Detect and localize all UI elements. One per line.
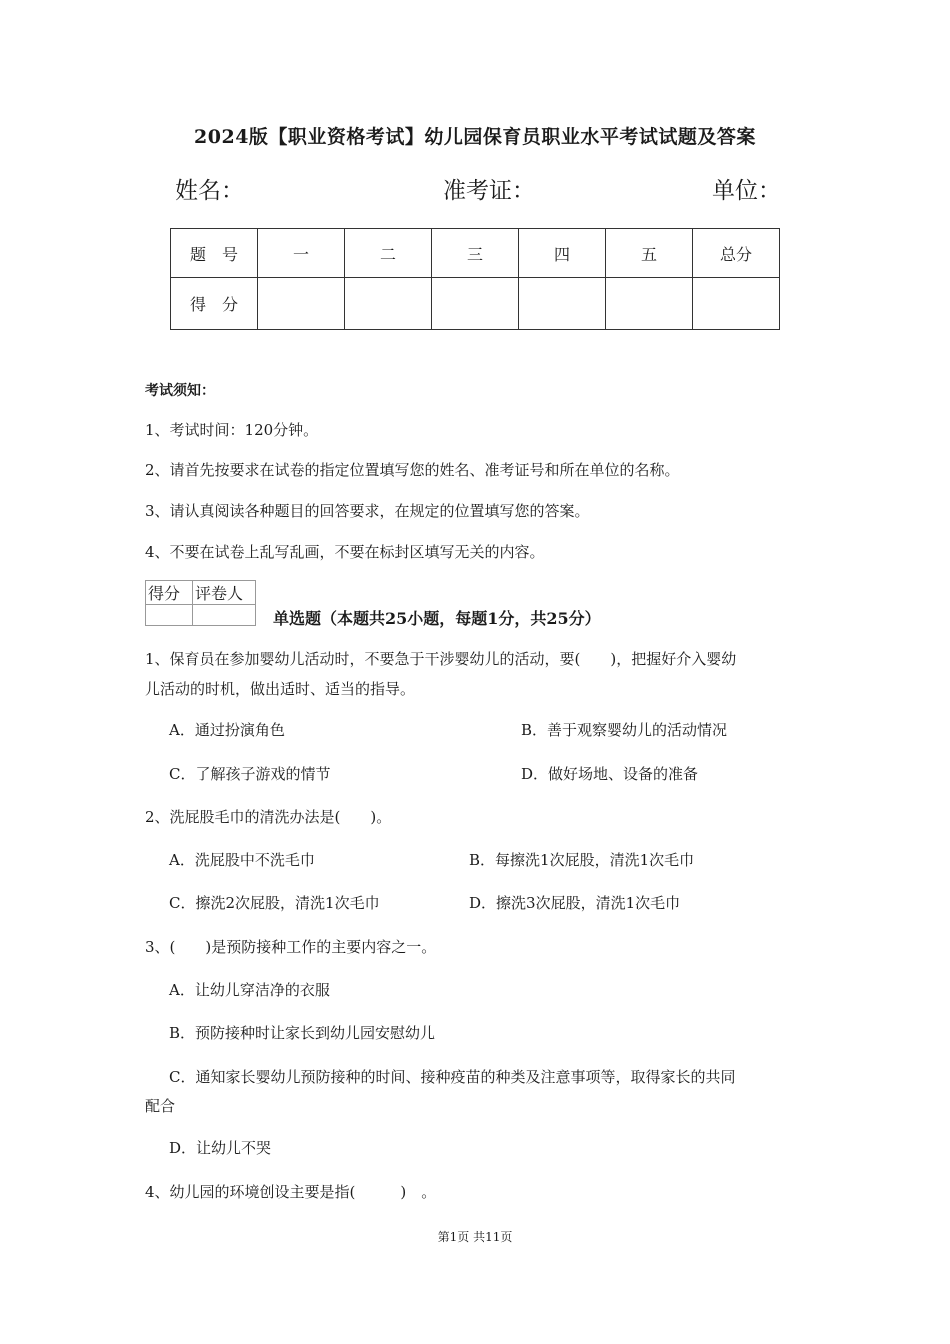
score-header-cell: 五 bbox=[606, 229, 693, 278]
question-3-option-c-continued: 配合 bbox=[145, 1097, 176, 1115]
question-1-option-d[interactable]: D．做好场地、设备的准备 bbox=[521, 765, 699, 783]
score-header-cell: 题 号 bbox=[171, 229, 258, 278]
score-header-cell: 三 bbox=[432, 229, 519, 278]
score-cell[interactable] bbox=[432, 278, 519, 330]
question-3-option-b[interactable]: B．预防接种时让家长到幼儿园安慰幼儿 bbox=[169, 1024, 436, 1042]
question-3-option-d[interactable]: D．让幼儿不哭 bbox=[169, 1139, 272, 1157]
grader-score-cell[interactable] bbox=[146, 605, 193, 626]
score-table-score-row bbox=[171, 278, 780, 330]
note-item: 1、考试时间：120分钟。 bbox=[145, 421, 319, 439]
question-1-option-b[interactable]: B．善于观察婴幼儿的活动情况 bbox=[521, 721, 728, 739]
score-cell[interactable] bbox=[519, 278, 606, 330]
score-header-cell: 总分 bbox=[693, 229, 780, 278]
score-table-header-row bbox=[171, 229, 780, 278]
score-header-cell: 二 bbox=[345, 229, 432, 278]
notes-title: 考试须知： bbox=[145, 383, 215, 399]
score-cell[interactable] bbox=[258, 278, 345, 330]
page-footer: 第1页 共11页 bbox=[437, 1230, 513, 1244]
document-title: 2024版【职业资格考试】幼儿园保育员职业水平考试试题及答案 bbox=[194, 126, 756, 148]
score-cell[interactable] bbox=[693, 278, 780, 330]
question-2-option-a[interactable]: A．洗屁股中不洗毛巾 bbox=[169, 851, 315, 869]
question-2-option-b[interactable]: B．每擦洗1次屁股，清洗1次毛巾 bbox=[469, 851, 695, 869]
score-header-cell: 一 bbox=[258, 229, 345, 278]
question-4-stem: 4、幼儿园的环境创设主要是指( ) 。 bbox=[145, 1183, 437, 1201]
question-1-stem-continued: 儿活动的时机，做出适时、适当的指导。 bbox=[145, 680, 416, 698]
unit-field-label: 单位： bbox=[712, 178, 781, 204]
grader-score-label: 得分 bbox=[146, 581, 193, 605]
score-table bbox=[170, 228, 780, 330]
section-title: 单选题（本题共25小题，每题1分，共25分） bbox=[273, 609, 601, 628]
note-item: 3、请认真阅读各种题目的回答要求，在规定的位置填写您的答案。 bbox=[145, 502, 590, 520]
grader-name-label: 评卷人 bbox=[193, 581, 256, 605]
score-row-label: 得 分 bbox=[171, 278, 258, 330]
question-1-option-c[interactable]: C．了解孩子游戏的情节 bbox=[169, 765, 331, 783]
note-item: 4、不要在试卷上乱写乱画，不要在标封区填写无关的内容。 bbox=[145, 543, 545, 561]
name-field-label: 姓名： bbox=[175, 178, 244, 204]
exam-id-field-label: 准考证： bbox=[443, 178, 535, 204]
note-item: 2、请首先按要求在试卷的指定位置填写您的姓名、准考证号和所在单位的名称。 bbox=[145, 461, 680, 479]
question-2-option-c[interactable]: C．擦洗2次屁股，清洗1次毛巾 bbox=[169, 894, 380, 912]
score-cell[interactable] bbox=[345, 278, 432, 330]
question-3-stem: 3、( )是预防接种工作的主要内容之一。 bbox=[145, 938, 437, 956]
score-header-cell: 四 bbox=[519, 229, 606, 278]
question-1-stem: 1、保育员在参加婴幼儿活动时，不要急于干涉婴幼儿的活动，要( )，把握好介入婴幼 bbox=[145, 650, 737, 668]
grader-name-cell[interactable] bbox=[193, 605, 256, 626]
question-2-option-d[interactable]: D．擦洗3次屁股，清洗1次毛巾 bbox=[469, 894, 681, 912]
question-3-option-a[interactable]: A．让幼儿穿洁净的衣服 bbox=[169, 981, 330, 999]
question-2-stem: 2、洗屁股毛巾的清洗办法是( )。 bbox=[145, 808, 392, 826]
question-3-option-c[interactable]: C．通知家长婴幼儿预防接种的时间、接种疫苗的种类及注意事项等，取得家长的共同 bbox=[169, 1068, 736, 1086]
score-cell[interactable] bbox=[606, 278, 693, 330]
question-1-option-a[interactable]: A．通过扮演角色 bbox=[169, 721, 285, 739]
grader-box bbox=[145, 580, 256, 626]
